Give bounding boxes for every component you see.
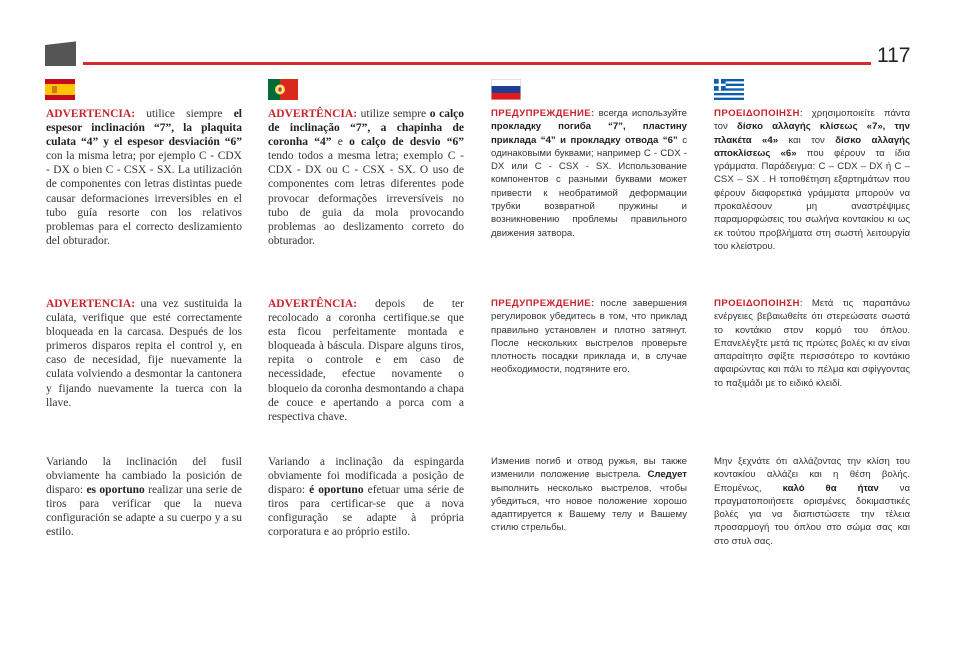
- ru-strong: прокладку погиба “7”, пластину приклада “4” и прокладку отвода “6”: [491, 121, 687, 146]
- gr-note-test-shots: [714, 455, 910, 548]
- pt-strong: o calço de desvio “6”: [349, 136, 465, 149]
- ru-warning-label: ПРЕДУПРЕЖДЕНИЕ:: [491, 298, 595, 309]
- gr-text: και τον: [778, 134, 836, 146]
- gr-warning-components: [714, 107, 910, 253]
- gr-warning-label: ΠΡΟΕΙΔΟΠΟΙΗΣΗ: [714, 298, 800, 309]
- pt-text: Variando a inclinação da espingarda obviamente foi modificada a posição de disparo:: [268, 456, 464, 497]
- gr-text: Μην ξεχνάτε ότι αλλάζοντας την κλίση του κοντακίου αλλάζει και η θέση βολής. Επομένως,: [714, 456, 910, 494]
- gr-warning-label: ΠΡΟΕΙΔΟΠΟΙΗΣΗ: [714, 108, 800, 119]
- page-number: 117: [877, 44, 911, 67]
- pt-warning-components: [268, 107, 464, 248]
- gr-strong: δίσκο αλλαγής αποκλίσεως «6»: [714, 134, 911, 159]
- ru-warning-components: [491, 107, 687, 240]
- gr-strong: καλό θα ήταν: [782, 482, 879, 494]
- ru-text: всегда используйте: [594, 108, 687, 119]
- pt-text: depois de ter recolocado a coronha certifique.se que esta ficou perfeitamente montada e bloqueada à báscula. Dispare alguns tiros, repita o controle e em caso de necessidade, efectue novamente o bloqueio da coronha desmontando a chapa de couce e apertando a porca com a respectiva chave.: [268, 298, 464, 423]
- es-warning-components: [46, 107, 242, 248]
- ru-text: после завершения регулировок убедитесь в том, что приклад правильно установлен и плотно затянут. После нескольких выстрелов проверьте плотность посадки приклада и, в случае необходимости, подтяните его.: [491, 298, 687, 376]
- russia-flag: [491, 79, 521, 100]
- pt-text: efetuar uma série de tiros para certificar-se que a nova configuração se adapte à própria corporatura e ao próprio estilo.: [268, 484, 464, 539]
- es-warning-label: ADVERTENCIA:: [46, 298, 136, 310]
- es-text: una vez sustituida la culata, verifique que esté correctamente bloqueada en la carcasa. Después de los primeros disparos repita el control y, en caso de necesidad, fije nuevamente la culata volviendo a desmontar la cantonera y fijando nuevamente la tuerca con la llave.: [46, 298, 242, 409]
- es-strong: el espesor inclinación “7”, la plaquita culata “4” y el espesor desviación “6”: [46, 108, 242, 149]
- header-rule: [83, 62, 871, 65]
- pt-strong: é oportuno: [309, 484, 364, 497]
- pt-note-test-shots: [268, 455, 464, 540]
- pt-warning-label: ADVERTÊNCIA:: [268, 108, 358, 120]
- ru-note-test-shots: [491, 455, 687, 535]
- pt-warning-label: ADVERTÊNCIA:: [268, 298, 358, 310]
- es-text: realizar una serie de tiros para verificar que la nueva configuración se adapte a su cuerpo y a su estilo.: [46, 484, 242, 539]
- es-text: Variando la inclinación del fusil obviamente ha cambiado la posición de disparo:: [46, 456, 242, 497]
- ru-text: выполнить несколько выстрелов, чтобы убедиться, что новое положение хорошо адаптируется к Вашему телу и Вашему стилю стрельбы.: [491, 482, 687, 534]
- spain-flag: [45, 79, 75, 100]
- portugal-flag: [268, 79, 298, 100]
- es-strong: es oportuno: [86, 484, 145, 497]
- es-text: utilice siempre: [135, 108, 234, 120]
- gr-strong: δίσκο αλλαγής κλίσεως «7», την πλακέτα «4»: [714, 121, 911, 146]
- es-warning-label: ADVERTENCIA:: [46, 108, 136, 120]
- pt-text: e: [331, 136, 350, 149]
- gr-warning-stock: [714, 297, 910, 390]
- gr-text: : χρησιμοποιείτε πάντα τον: [714, 108, 910, 133]
- es-note-test-shots: [46, 455, 242, 540]
- es-text: con la misma letra; por ejemplo C - CDX - DX o bien C - CSX - SX. La utilización de componentes con letras distintas puede causar deformaciones irreversibles en el tubo guía resorte con los relativos problemas para el correcto deslizamiento del obturador.: [46, 150, 242, 247]
- ru-strong: Следует: [647, 469, 687, 481]
- pt-strong: o calço de inclinação “7”, a chapinha de coronha “4”: [268, 108, 465, 149]
- greece-flag: [714, 79, 744, 100]
- ru-warning-stock: [491, 297, 687, 377]
- pt-text: tendo todos a mesma letra; exemplo C - CDX - DX ou C - CSX - SX. O uso de componentes com letras diferentes pode provocar deformações irreversíveis no tubo de guia da mola provocando problemas ao deslizamento correto do obturador.: [268, 150, 464, 247]
- pt-warning-stock: [268, 297, 464, 424]
- chapter-tab-mark: [45, 39, 76, 66]
- gr-text: : Μετά τις παραπάνω ενέργειες βεβαιωθείτε ότι στερεώσατε σωστά το κοντάκιο στον κορμό του όπλου. Επανελέγξτε μετά τις πρώτες βολές κι αν είναι απαραίτητο σφίξτε περισσότερο το κοντάκιο αφαιρώντας και πάλι το πέλμα και σφίγγοντας το παξιμάδι με το ειδικό κλειδί.: [714, 298, 910, 389]
- pt-text: utilize sempre: [357, 108, 430, 120]
- es-warning-stock: [46, 297, 242, 410]
- ru-text: с одинаковыми буквами; например C - CDX - DX или C - CSX - SX. Использование компонентов с разными буквами может привести к необратимой деформации трубки возвратной пружины и возникновению проблемы правильного движения затвора.: [491, 134, 687, 239]
- gr-text: να πραγματοποιήσετε ορισμένες δοκιμαστικές βολές για να διαπιστώσετε την τέλεια προσαρμογή του όπλου στο σώμα σας και στο στυλ σας.: [714, 482, 910, 547]
- ru-warning-label: ПРЕДУПРЕЖДЕНИЕ:: [491, 108, 595, 119]
- gr-text: που φέρουν τα ίδια γράμματα. Παράδειγμα: C – CDX – DX ή C – CSX – SX . Η τοποθέτηση εξαρτημάτων που φέρουν διαφορετικά γράμματα μπορούν να προκαλέσουν μη αναστρέψιμες παραμορφώσεις του σωλήνα κοντακίου κι ως εκ τούτου προβλήματα στη σωστή λειτουργία του κλείστρου.: [714, 147, 910, 252]
- ru-text: Изменив погиб и отвод ружья, вы также изменили положение выстрела.: [491, 456, 687, 481]
